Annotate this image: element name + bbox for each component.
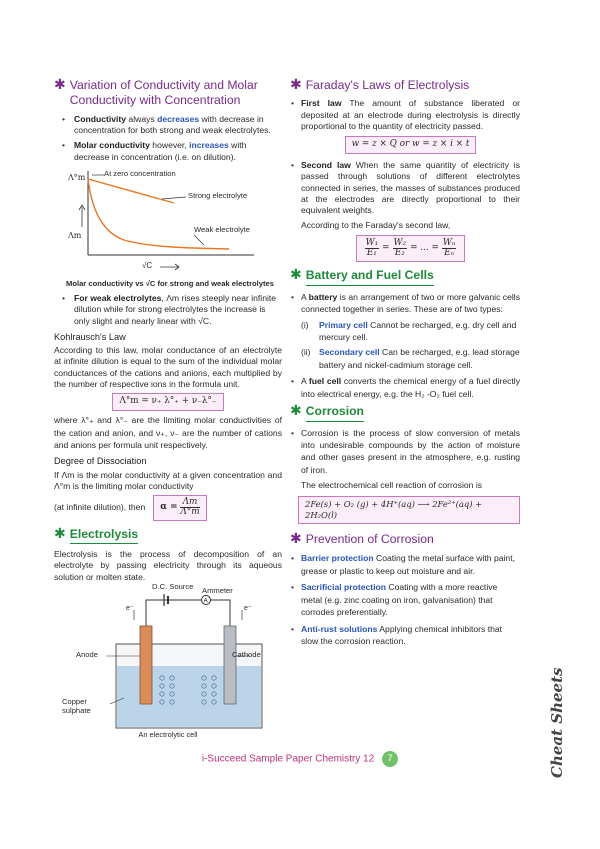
secondary-cell-item [301, 346, 520, 371]
left-column [54, 78, 282, 740]
label-zero-concentration: At zero concentration [104, 168, 176, 178]
footer-text: i-Succeed Sample Paper Chemistry 12 [201, 753, 375, 765]
watermark-text: Cheat Sheets [548, 667, 566, 778]
item-number: (i) [301, 319, 309, 330]
graph-svg [54, 167, 282, 279]
term: Sacrificial protection [301, 582, 387, 593]
corrosion-reaction: 2Fe(s) + O₂ (g) + 4H⁺(aq) ⟶ 2Fe²⁺(aq) + 2H₂O(l) [298, 496, 520, 524]
text: Applying chemical inhibitors that slow the corrosion reaction. [301, 623, 503, 646]
asterisk-icon: ✱ [54, 76, 66, 92]
electrolysis-text: Electrolysis is the process of decomposition of an electrolyte by passing electricity through its aqueous solution or molten state. [54, 548, 282, 582]
equals-sign: = [382, 242, 390, 253]
list-item [290, 552, 520, 577]
label-weak-electrolyte: Weak electrolyte [194, 224, 250, 234]
e1: E₁ [366, 248, 377, 259]
term: Second law [301, 159, 351, 170]
label-anode: Anode [76, 649, 98, 659]
battery-list [290, 291, 520, 401]
heading-battery [290, 268, 520, 285]
item-number: (ii) [301, 347, 311, 358]
heading-text: Battery and Fuel Cells [306, 268, 434, 285]
text: The amount of substance liberated or deposited at an electrode during electrolysis is directly proportional to the quantity of electricity passed. [301, 98, 520, 131]
text: When the same quantity of electricity is passed through solutions of different electrolytes connected in series, the masses of substances produced at the electrodes are directly proportional to their equivalent weights. [301, 159, 520, 216]
w1: W₁ [365, 237, 379, 248]
wire-right [146, 600, 230, 626]
label-copper: Copper [62, 696, 87, 706]
cell-caption: An electrolytic cell [138, 729, 198, 739]
text: with decrease in concentration (i.e. on dilution). [74, 140, 247, 162]
en: Eₙ [444, 248, 455, 259]
weak-curve [88, 179, 229, 249]
fraction-wn-en [442, 239, 457, 258]
wn: Wₙ [442, 237, 456, 248]
term: battery [308, 291, 338, 302]
fraction-w1-e1 [365, 239, 380, 258]
list-item [290, 291, 520, 372]
text: Can be recharged, e.g. lead storage battery and nickel-cadmium storage cell. [319, 347, 520, 370]
heading-faraday [290, 78, 520, 93]
list-item [290, 98, 520, 154]
term: Secondary cell [319, 347, 380, 358]
term: Barrier protection [301, 553, 374, 564]
alpha-symbol: α = [160, 502, 178, 513]
label-cathode: Cathode [232, 649, 261, 659]
heading-prevention [290, 532, 520, 547]
corrosion-text: • Corrosion is the process of slow conversion of metals into undesirable compounds by the action of moisture and other gases present in the atmosphere, e.g. rusting of iron. [301, 427, 520, 475]
label-electron-left: e⁻ [126, 604, 134, 612]
conductivity-graph [54, 167, 282, 279]
ammeter-letter: A [203, 598, 208, 605]
list-item [290, 160, 520, 263]
list-item [54, 114, 282, 137]
asterisk-icon: ✱ [290, 76, 302, 92]
first-eq-wrap [301, 136, 520, 154]
term: Molar conductivity [74, 140, 150, 151]
emphasis: decreases [157, 113, 200, 124]
term: Conductivity [74, 113, 127, 124]
term: fuel cell [308, 376, 342, 387]
dissociation-text2: (at infinite dilution), then [54, 502, 146, 513]
heading-text: Electrolysis [70, 527, 138, 544]
kohlrausch-text: According to this law, molar conductance of an electrolyte at infinite dilution is equal to the sum of the individual molar conductances of the cations and anions, each multiplied by the number of respective ions in the formula unit. [54, 345, 282, 390]
label-electron-right: e⁻ [244, 604, 252, 612]
primary-cell-item [301, 319, 520, 344]
second-law-equation [356, 235, 466, 262]
text: Coating with a more reactive metal (e.g. zinc coating on iron, galvanisation) that corrodes preferentially. [301, 582, 498, 618]
label-copper-sulphate [62, 698, 91, 715]
label-sulphate: sulphate [62, 705, 91, 715]
fraction-numerator: Λm [180, 498, 199, 508]
asterisk-icon: ✱ [290, 266, 302, 283]
equals-dots: = ... = [410, 242, 439, 253]
electrolytic-cell-figure [54, 581, 282, 734]
text: however, [149, 140, 190, 151]
heading-line1: Variation of Conductivity and Molar [69, 78, 258, 92]
term: For weak electrolytes [74, 292, 162, 303]
corrosion-eq-wrap [298, 496, 520, 524]
prevention-list [290, 552, 520, 647]
weak-list [54, 293, 282, 327]
heading-electrolysis [54, 524, 282, 544]
dissociation-title: Degree of Dissociation [54, 456, 147, 467]
label-dc-source: D.C. Source [152, 581, 194, 591]
fraction-w2-e2 [393, 239, 408, 258]
heading-corrosion [290, 404, 520, 421]
anode-rod [140, 626, 152, 704]
alpha-equation [153, 495, 206, 520]
weak-pointer [194, 235, 204, 245]
heading-line2: Conductivity with Concentration [69, 93, 241, 108]
w2: W₂ [393, 237, 407, 248]
heading-text: Corrosion [306, 404, 364, 421]
text: Coating the metal surface with paint, grease or plastic to keep out moisture and air. [301, 553, 515, 576]
kohlrausch-title: Kohlrausch's Law [54, 331, 126, 342]
list-item [290, 623, 520, 648]
right-column [290, 78, 520, 651]
corrosion-reaction-intro: The electrochemical cell reaction of corrosion is [301, 480, 483, 491]
list-item [290, 581, 520, 618]
text: , Λm rises steeply near infinite dilution while for strong electrolytes the increase is only slight and nearly linear with √C. [74, 292, 277, 326]
strong-pointer [162, 197, 186, 199]
asterisk-icon: ✱ [290, 530, 302, 546]
page-number-badge: 7 [382, 751, 398, 767]
y-label: Λm [68, 230, 82, 240]
kohlrausch-eq-wrap [54, 393, 282, 411]
text: with decrease in concentration for both strong and weak electrolytes. [74, 113, 271, 135]
cathode-rod [224, 626, 236, 704]
list-item [54, 140, 282, 163]
corrosion-list [290, 427, 520, 492]
kohlrausch-where: where λ°₊ and λ°₋ are the limiting molar conductivities of the cation and anion, and ν₊, ν₋ are the number of cations and anions per formula unit respectively. [54, 415, 282, 450]
text: converts the chemical energy of a fuel directly into electrical energy, e.g. the H₂ -O₂ fuel cell. [301, 376, 520, 399]
heading-text: Prevention of Corrosion [305, 532, 434, 546]
text: is an arrangement of two or more galvanic cells connected together in series. These are of two types: [301, 291, 520, 315]
emphasis: increases [189, 140, 229, 151]
label-ammeter: Ammeter [202, 585, 233, 595]
list-item [290, 375, 520, 400]
y-label-top: Λ°m [68, 172, 86, 182]
kohlrausch-equation: Λ°m = ν₊ λ°₊ + ν₋λ°₋ [112, 393, 223, 411]
asterisk-icon: ✱ [290, 402, 302, 419]
text: Cannot be recharged, e.g. dry cell and mercury cell. [319, 319, 517, 343]
e2: E₂ [394, 248, 405, 259]
term: Anti-rust solutions [301, 623, 378, 634]
text: always [126, 113, 158, 124]
term: First law [301, 98, 342, 109]
text: A [301, 376, 309, 387]
graph-caption: Molar conductivity vs √C for strong and weak electrolytes [66, 278, 274, 288]
x-label: √C [142, 260, 153, 270]
faraday-list [290, 98, 520, 262]
page-footer [0, 751, 600, 767]
label-strong-electrolyte: Strong electrolyte [188, 190, 248, 200]
term: Primary cell [319, 319, 368, 330]
second-according: According to the Faraday's second law, [301, 219, 451, 230]
dissociation-text: If Λm is the molar conductivity at a given concentration and Λ°m is the limiting molar conductivity [54, 469, 282, 491]
conductivity-list [54, 114, 282, 163]
electrolyte-solution [117, 666, 261, 727]
heading-conductivity [54, 78, 282, 109]
list-item [54, 293, 282, 327]
list-item [290, 427, 520, 492]
first-law-equation: w = z × Q or w = z × i × t [345, 136, 477, 154]
alpha-fraction [180, 498, 199, 517]
dissociation-eq-row [54, 495, 282, 520]
second-eq-wrap [301, 235, 520, 262]
text: A [301, 291, 309, 302]
strong-curve [88, 179, 174, 203]
heading-text: Faraday's Laws of Electrolysis [305, 78, 470, 92]
asterisk-icon: ✱ [54, 524, 66, 541]
fraction-denominator: Λ°m [180, 507, 200, 518]
